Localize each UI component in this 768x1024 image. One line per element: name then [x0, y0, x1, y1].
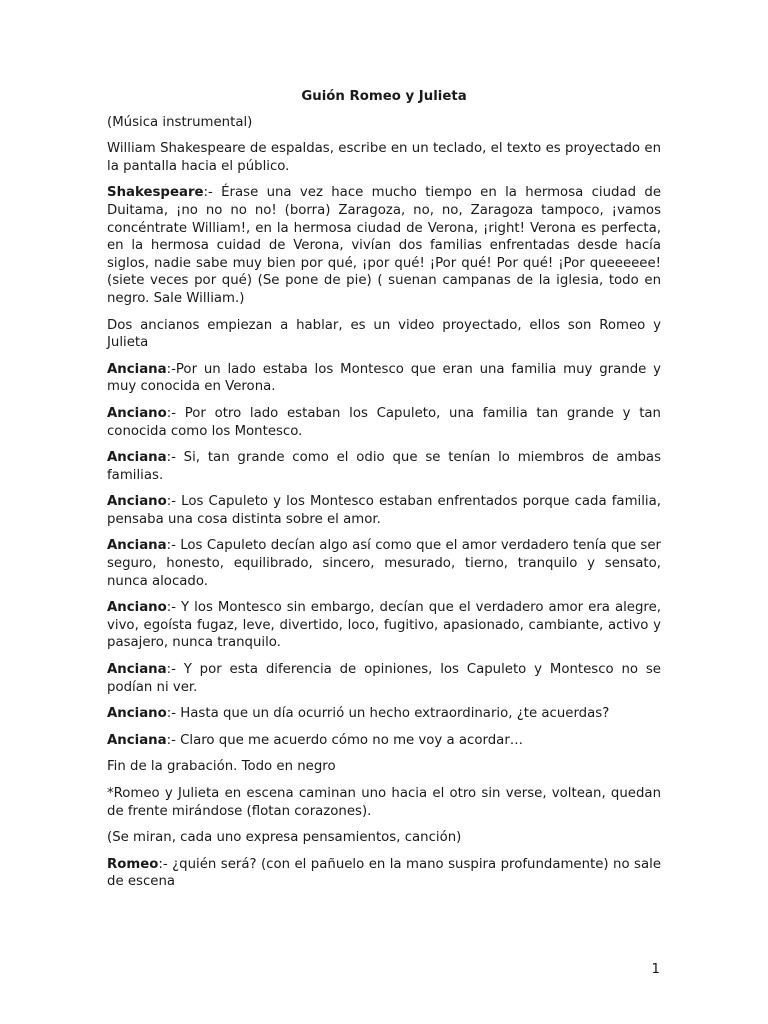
dialogue-text: :- Y los Montesco sin embargo, decían que el verdadero amor era alegre, vivo, egoísta fugaz, leve, divertido, loco, fugitivo, apasionado, cambiante, activo y pasajero, nunca tranquilo. — [107, 600, 661, 651]
paragraph-stage-direction — [107, 317, 661, 352]
speaker-name: Shakespeare — [107, 185, 204, 201]
paragraph-stage-direction — [107, 829, 661, 847]
dialogue-text: :- Claro que me acuerdo cómo no me voy a acordar… — [166, 732, 524, 748]
dialogue-shakespeare — [107, 184, 661, 307]
dialogue-text: :- Por otro lado estaban los Capuleto, una familia tan grande y tan conocida como los Montesco. — [107, 405, 661, 439]
dialogue-text: :- ¿quién será? (con el pañuelo en la mano suspira profundamente) no sale de escena — [107, 856, 661, 890]
paragraph-stage-direction — [107, 758, 661, 776]
dialogue-anciano — [107, 599, 661, 652]
dialogue-anciano — [107, 493, 661, 528]
dialogue-text: :- Los Capuleto decían algo así como que el amor verdadero tenía que ser seguro, honesto, equilibrado, sincero, mesurado, tierno, tranquilo y sensato, nunca alocado. — [107, 538, 661, 589]
speaker-name: Anciana — [107, 538, 167, 554]
dialogue-text: :-Por un lado estaba los Montesco que eran una familia muy grande y muy conocida en Verona. — [107, 361, 661, 395]
paragraph-text: William Shakespeare de espaldas, escribe en un teclado, el texto es proyectado en la pantalla hacia el público. — [107, 141, 661, 174]
paragraph-text: *Romeo y Julieta en escena caminan uno hacia el otro sin verse, voltean, quedan de frente mirándose (flotan corazones). — [107, 786, 661, 819]
dialogue-anciana — [107, 537, 661, 590]
speaker-name: Anciano — [107, 706, 167, 722]
speaker-name: Anciano — [107, 600, 167, 616]
dialogue-anciano — [107, 705, 661, 723]
speaker-name: Anciano — [107, 494, 167, 510]
speaker-name: Anciana — [107, 662, 167, 678]
paragraph-music — [107, 114, 661, 132]
speaker-name: Anciana — [107, 450, 167, 466]
speaker-name: Anciana — [107, 732, 167, 748]
dialogue-anciana — [107, 361, 661, 396]
paragraph-text: (Se miran, cada uno expresa pensamientos, canción) — [107, 830, 462, 846]
paragraph-stage-direction — [107, 785, 661, 820]
dialogue-romeo — [107, 856, 661, 891]
dialogue-text: :- Si, tan grande como el odio que se tenían lo miembros de ambas familias. — [107, 450, 661, 483]
paragraph-text: (Música instrumental) — [107, 114, 253, 130]
document-title: Guión Romeo y Julieta — [301, 89, 467, 104]
paragraph-text: Fin de la grabación. Todo en negro — [107, 759, 336, 775]
dialogue-text: :- Érase una vez hace mucho tiempo en la hermosa ciudad de Duitama, ¡no no no no! (borra) Zaragoza, no, no, Zaragoza tampoco, ¡vamos concéntrate William!, en la hermosa ciudad de Verona, ¡right! Verona es perfecta, en la hermosa cuidad de Verona, vivían dos familias enfrentadas desde hacía siglos, nadie sabe muy bien por qué, ¡por qué! ¡Por qué! Por qué! ¡Por queeeeee! (siete veces por qué) (Se pone de pie) ( suenan campanas de la iglesia, todo en negro. Sale William.) — [107, 185, 661, 306]
dialogue-anciana — [107, 732, 661, 750]
paragraph-stage-direction — [107, 140, 661, 175]
page-number: 1 — [651, 962, 660, 977]
document-page — [107, 88, 661, 900]
dialogue-anciano — [107, 405, 661, 440]
dialogue-text: :- Hasta que un día ocurrió un hecho extraordinario, ¿te acuerdas? — [166, 706, 610, 722]
dialogue-text: :- Los Capuleto y los Montesco estaban enfrentados porque cada familia, pensaba una cosa distinta sobre el amor. — [107, 494, 661, 527]
dialogue-anciana — [107, 449, 661, 484]
speaker-name: Anciano — [107, 405, 167, 421]
speaker-name: Anciana — [107, 361, 167, 377]
dialogue-text: :- Y por esta diferencia de opiniones, los Capuleto y Montesco no se podían ni ver. — [107, 662, 661, 695]
dialogue-anciana — [107, 661, 661, 696]
paragraph-text: Dos ancianos empiezan a hablar, es un video proyectado, ellos son Romeo y Julieta — [107, 317, 661, 351]
speaker-name: Romeo — [107, 856, 159, 872]
